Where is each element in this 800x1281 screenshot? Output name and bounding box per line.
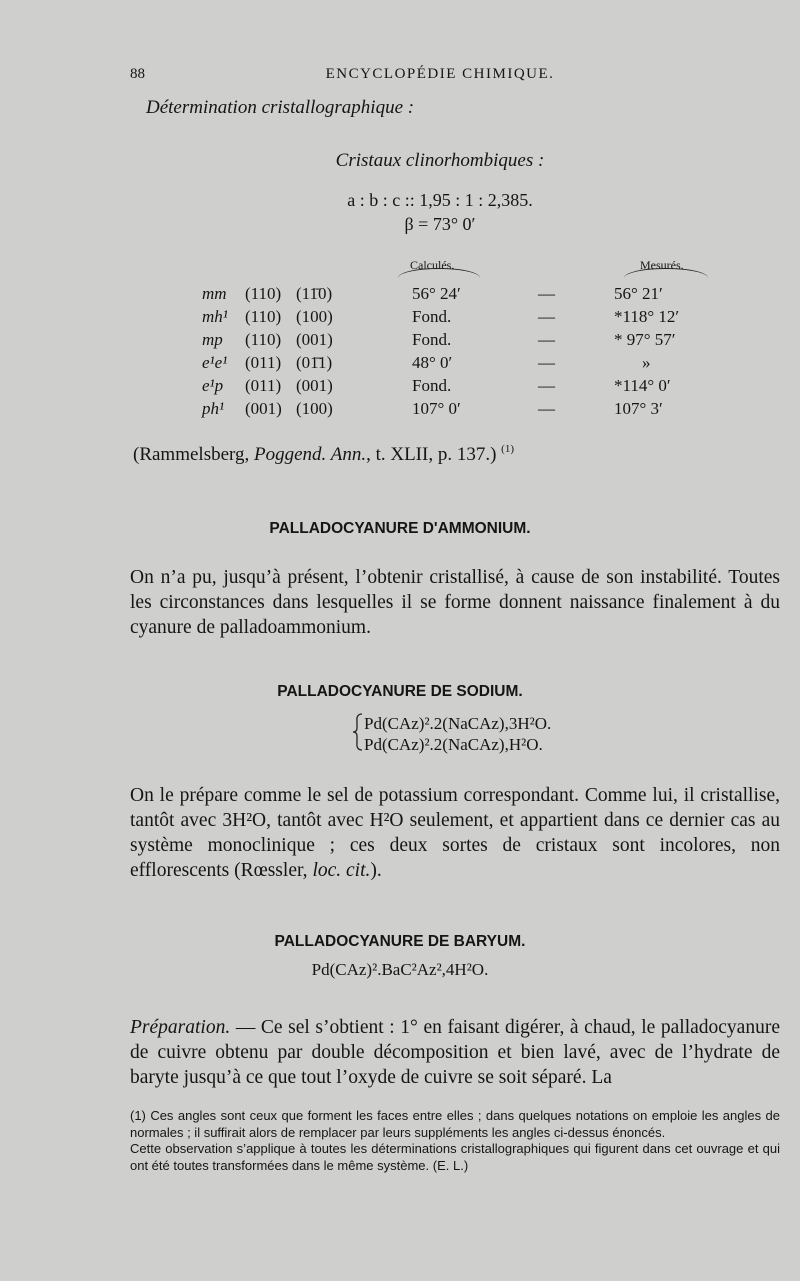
face-index-1: (001)	[245, 399, 282, 418]
sodium-formula-trihydrate: Pd(CAz)².2(NaCAz),3H²O.	[364, 714, 552, 733]
calculated-angle: Fond.	[412, 307, 452, 326]
barium-text: — Ce sel s’obtient : 1° en faisant digérer, à chaud, le palladocyanure de cuivre obtenu par double décomposition et bien lavé, avec de l’hydrate de baryte jusqu’à ce que tout l’oxyde de cuivre se soit séparé. La	[130, 1017, 780, 1088]
angle-row	[0, 284, 800, 308]
measured-angle: *114° 0′	[614, 376, 671, 395]
running-title: ENCYCLOPÉDIE CHIMIQUE.	[325, 66, 555, 82]
measured-angle: 56° 21′	[614, 284, 663, 303]
measured-angle: * 97° 57′	[614, 330, 676, 349]
page-number: 88	[130, 66, 145, 82]
angle-row	[0, 307, 800, 331]
sodium-paragraph	[130, 783, 780, 883]
barium-heading: PALLADOCYANURE DE BARYUM.	[274, 933, 526, 950]
footnote: (1) Ces angles sont ceux que forment les faces entre elles ; dans quelques notations on emploie les angles de normales ; il suffirait alors de remplacer par leurs suppléments les angles ci-dessus énoncés.	[130, 1108, 780, 1140]
ammonium-heading: PALLADOCYANURE D'AMMONIUM.	[269, 520, 531, 537]
beta-angle: β = 73° 0′	[404, 214, 476, 234]
calculated-column-header: Calculés.	[410, 258, 455, 272]
calculated-angle: 56° 24′	[412, 284, 461, 303]
face-index-2: (001)	[296, 330, 333, 349]
sodium-heading: PALLADOCYANURE DE SODIUM.	[277, 683, 523, 700]
section-subtitle: Détermination cristallographique :	[146, 97, 415, 118]
crystal-system-title: Cristaux clinorhombiques :	[335, 150, 545, 171]
sodium-text: On le prépare comme le sel de potassium correspondant. Comme lui, il cristallise, tantôt avec 3H²O, tantôt avec H²O seulement, et appartient dans ce dernier cas au système monoclinique ; ces deux sortes de cristaux sont incolores, non efflorescents (Rœssler,	[130, 785, 780, 881]
separator-dash: —	[538, 353, 555, 372]
barium-formula: Pd(CAz)².BaC²Az²,4H²O.	[311, 960, 489, 979]
calculated-angle: Fond.	[412, 376, 452, 395]
separator-dash: —	[538, 330, 555, 349]
separator-dash: —	[538, 376, 555, 395]
angle-row	[0, 376, 800, 400]
axis-ratio: a : b : c :: 1,95 : 1 : 2,385.	[347, 190, 533, 210]
citation-open: (Rammelsberg,	[133, 444, 255, 465]
face-index-2: (11̄0)	[296, 284, 333, 303]
face-index-1: (011)	[245, 353, 282, 372]
measured-angle: 107° 3′	[614, 399, 663, 418]
separator-dash: —	[538, 399, 555, 418]
face-symbol: mm	[202, 284, 227, 303]
citation	[133, 443, 514, 466]
barium-paragraph	[130, 1015, 780, 1090]
sodium-reference: loc. cit.	[312, 860, 371, 881]
separator-dash: —	[538, 284, 555, 303]
citation-rest: , t. XLII, p. 137.)	[366, 444, 502, 465]
sodium-formula-monohydrate: Pd(CAz)².2(NaCAz),H²O.	[364, 735, 543, 754]
preparation-label: Préparation.	[130, 1017, 231, 1038]
ammonium-paragraph: On n’a pu, jusqu’à présent, l’obtenir cristallisé, à cause de son instabilité. Toutes les circonstances dans lesquelles il se forme donnent naissance finalement à du cyanure de palladoammonium.	[130, 567, 780, 638]
measured-angle: *118° 12′	[614, 307, 680, 326]
face-index-1: (110)	[245, 330, 282, 349]
citation-journal: Poggend. Ann.	[254, 444, 367, 465]
footnote-marker: (1)	[501, 443, 514, 455]
footnotes	[130, 1108, 780, 1174]
face-index-2: (100)	[296, 399, 333, 418]
measured-brace	[624, 268, 708, 278]
face-symbol: e¹e¹	[202, 353, 228, 372]
sodium-text-end: ).	[370, 860, 382, 881]
face-index-2: (001)	[296, 376, 333, 395]
face-symbol: ph¹	[202, 399, 225, 418]
face-index-1: (011)	[245, 376, 282, 395]
measured-angle: »	[642, 353, 651, 372]
face-symbol: e¹p	[202, 376, 224, 395]
angle-row	[0, 399, 800, 423]
footnote-continuation: Cette observation s’applique à toutes les déterminations cristallographiques qui figurent dans cet ouvrage et qui ont été toutes transformées dans le même système. (E. L.)	[130, 1141, 780, 1173]
face-index-1: (110)	[245, 284, 282, 303]
calculated-angle: 48° 0′	[412, 353, 453, 372]
formula-brace	[352, 712, 364, 752]
calculated-angle: 107° 0′	[412, 399, 461, 418]
face-index-2: (100)	[296, 307, 333, 326]
angle-row	[0, 330, 800, 354]
face-index-2: (01̄1)	[296, 353, 333, 372]
measured-column-header: Mesurés.	[640, 258, 684, 272]
face-index-1: (110)	[245, 307, 282, 326]
calculated-angle: Fond.	[412, 330, 452, 349]
face-symbol: mp	[202, 330, 223, 349]
separator-dash: —	[538, 307, 555, 326]
face-symbol: mh¹	[202, 307, 228, 326]
angle-row	[0, 353, 800, 377]
